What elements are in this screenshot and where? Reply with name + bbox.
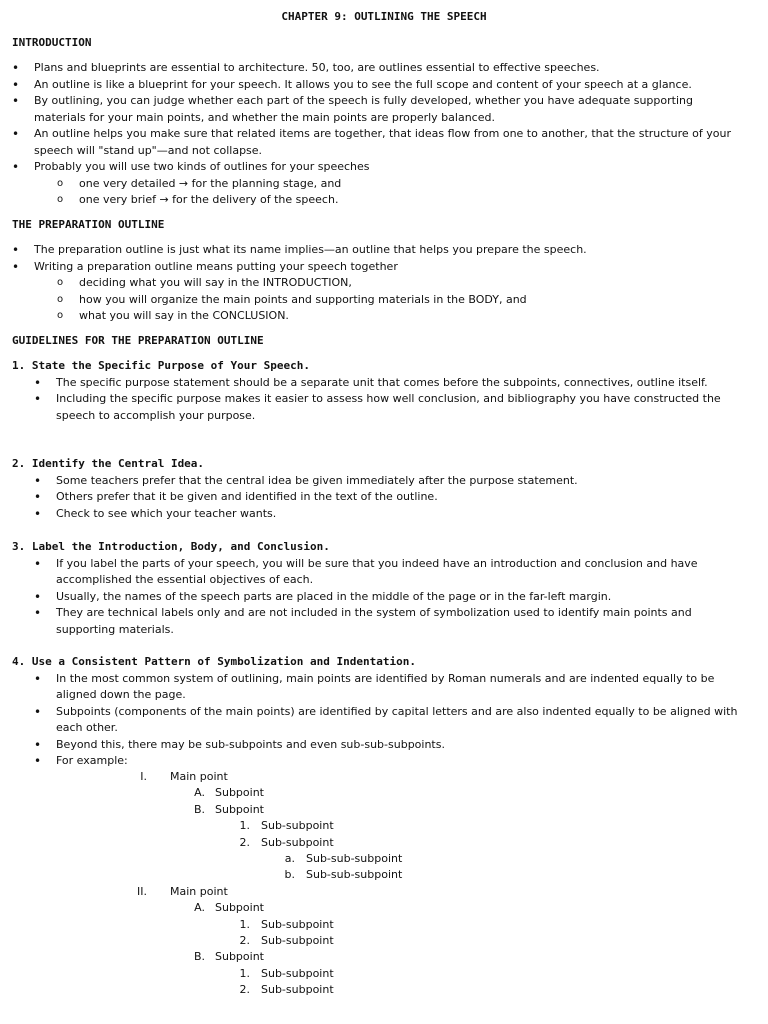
outline-label: a. [284,852,295,865]
sub-list-item: o deciding what you will say in the INTRODUCTION, [12,275,742,292]
outline-label: A. [194,786,205,800]
outline-label: I. [140,770,147,783]
outline-label: 1. [239,966,250,980]
outline-label: 1. [239,819,250,833]
outline-label: 1. [239,917,250,931]
introduction-list [12,60,742,209]
list-item: • Plans and blueprints are essential to architecture. 50, too, are outlines essential to effective speeches. [12,60,742,77]
preparation-list [12,242,742,325]
list-item: • Beyond this, there may be sub-subpoints and even sub-sub-subpoints. [12,737,742,754]
outline-entry: Main point [170,770,228,783]
outline-entry: Sub-sub-subpoint [306,868,403,882]
list-item: • Check to see which your teacher wants. [12,506,742,523]
sub-list-item: o one very detailed → for the planning stage, and [12,176,742,193]
list-item: • By outlining, you can judge whether each part of the speech is fully developed, whether you have adequate supporting materials for your main points, and whether the main points are properly balanced. [12,93,742,126]
list-item: • The preparation outline is just what its name implies—an outline that helps you prepare the speech. [12,242,742,259]
outline-entry: Subpoint [215,901,264,915]
outline-entry: Sub-subpoint [261,966,334,980]
outline-label: B. [193,950,205,964]
guideline-title: 1. State the Specific Purpose of Your Speech. [12,359,311,372]
outline-entry: Sub-subpoint [261,934,334,947]
outline-label: II. [137,884,147,898]
list-item: • For example: [12,753,742,770]
guideline-title: 4. Use a Consistent Pattern of Symbolization and Indentation. [12,655,416,668]
preparation-outline-heading: THE PREPARATION OUTLINE [12,218,165,231]
outline-entry: Sub-subpoint [261,917,334,931]
list-item: • If you label the parts of your speech, you will be sure that you indeed have an introduction and conclusion and have accomplished the essential objectives of each. [12,556,742,589]
list-item: • Writing a preparation outline means putting your speech together [12,259,742,276]
list-item: • Probably you will use two kinds of outlines for your speeches [12,159,742,176]
outline-entry: Sub-subpoint [261,983,334,997]
outline-entry: Sub-sub-subpoint [306,852,403,865]
list-item: • Others prefer that it be given and identified in the text of the outline. [12,489,742,506]
guideline-section-1 [12,358,742,424]
list-item: • Subpoints (components of the main points) are identified by capital letters and are also indented equally to be aligned with each other. [12,704,742,737]
outline-entry: Subpoint [215,950,264,964]
list-item: • Some teachers prefer that the central idea be given immediately after the purpose statement. [12,473,742,490]
outline-label: 2. [239,934,250,947]
list-item: • They are technical labels only and are not included in the system of symbolization used to identify main points and supporting materials. [12,605,742,638]
list-item: • An outline helps you make sure that related items are together, that ideas flow from one to another, that the structure of your speech will "stand up"—and not collapse. [12,126,742,159]
outline-label: 2. [239,835,250,849]
sub-list-item: o how you will organize the main points and supporting materials in the BODY, and [12,292,742,309]
outline-entry: Main point [170,884,228,898]
guideline-title: 2. Identify the Central Idea. [12,457,205,470]
list-item: • In the most common system of outlining, main points are identified by Roman numerals and are indented equally to be aligned down the page. [12,671,742,704]
guideline-section-4 [12,654,742,770]
list-item: • The specific purpose statement should be a separate unit that comes before the subpoints, connectives, outline itself. [12,375,742,392]
chapter-title: CHAPTER 9: OUTLINING THE SPEECH [281,10,487,23]
list-item: • An outline is like a blueprint for your speech. It allows you to see the full scope and content of your speech at a glance. [12,77,742,94]
outline-label: A. [194,901,205,915]
outline-entry: Sub-subpoint [261,835,334,849]
sub-list-item: o what you will say in the CONCLUSION. [12,308,742,325]
guideline-title: 3. Label the Introduction, Body, and Conclusion. [12,540,330,553]
guidelines-heading: GUIDELINES FOR THE PREPARATION OUTLINE [12,334,264,347]
outline-entry: Subpoint [215,802,264,816]
guideline-section-3 [12,539,742,638]
introduction-heading: INTRODUCTION [12,36,92,49]
outline-label: b. [284,868,295,882]
list-item: • Including the specific purpose makes it easier to assess how well conclusion, and bibliography you have constructed the speech to accomplish your purpose. [12,391,742,424]
outline-label: 2. [239,983,250,997]
outline-entry: Sub-subpoint [261,819,334,833]
outline-label: B. [193,802,205,816]
outline-entry: Subpoint [215,786,264,800]
list-item: • Usually, the names of the speech parts are placed in the middle of the page or in the far-left margin. [12,589,742,606]
guideline-section-2 [12,456,742,522]
sub-list-item: o one very brief → for the delivery of the speech. [12,192,742,209]
